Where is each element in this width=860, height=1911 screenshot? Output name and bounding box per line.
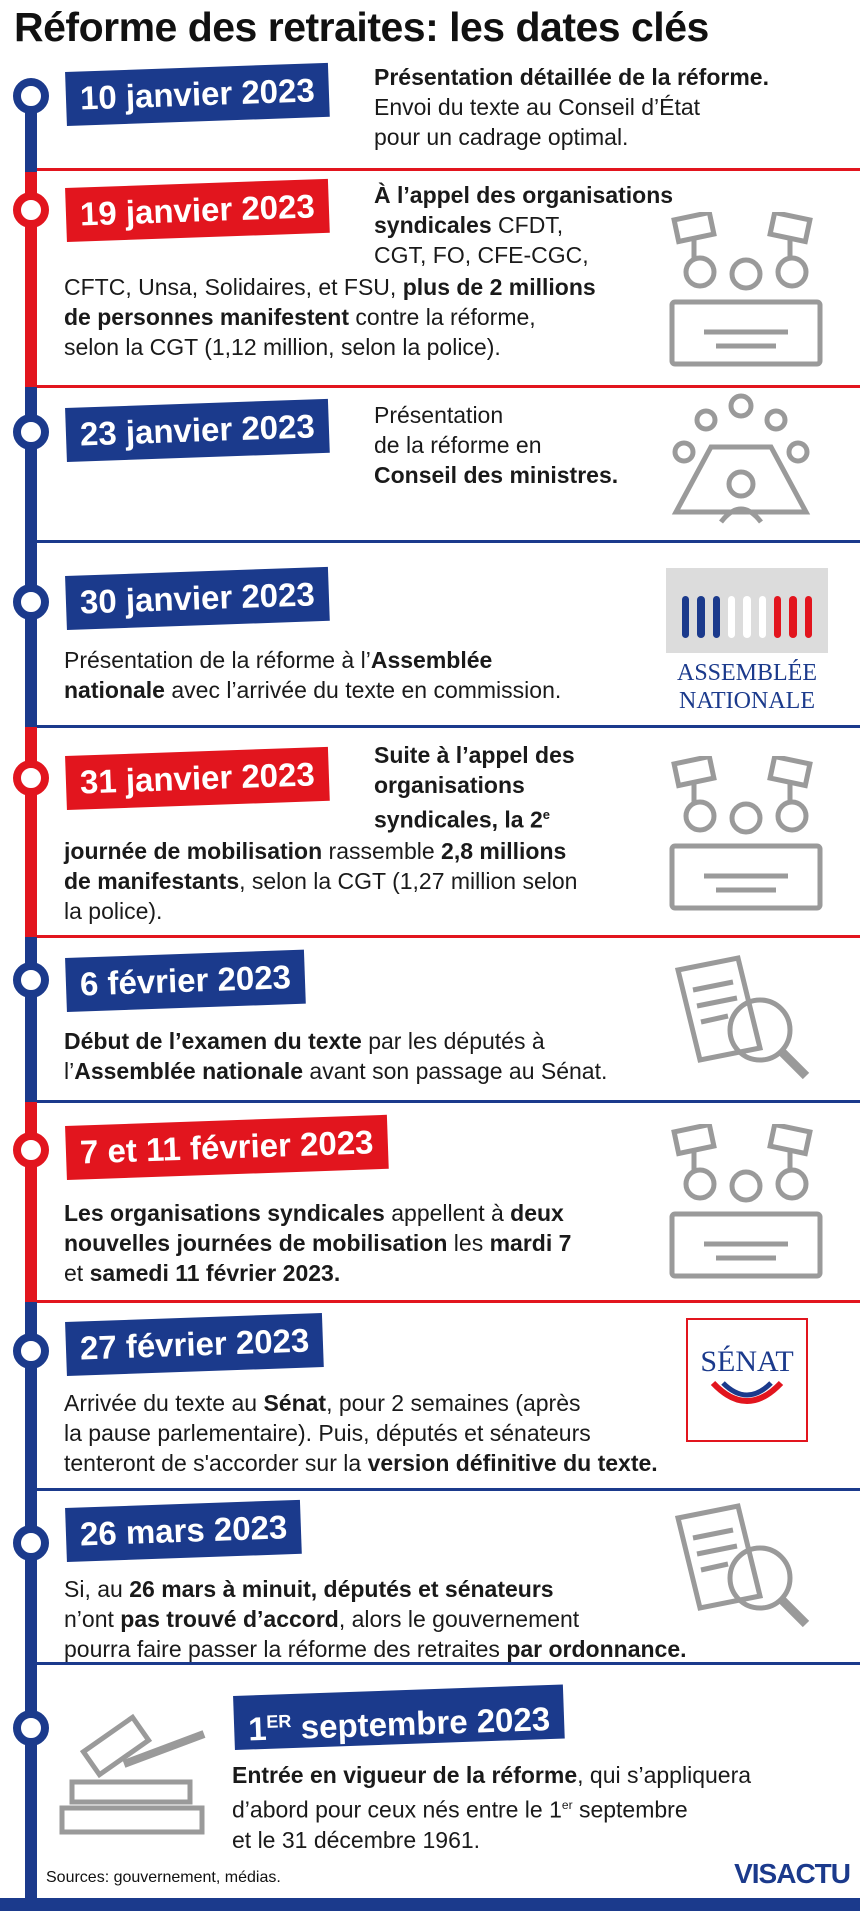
assemblee-building-icon xyxy=(666,568,828,653)
gavel-icon xyxy=(56,1712,222,1844)
timeline-dot xyxy=(13,1525,49,1561)
document-search-icon xyxy=(668,1498,818,1638)
event-description: Arrivée du texte au Sénat, pour 2 semaines (après la pause parlementaire). Puis, députés et sénateurs tenteront de s'accorder sur la version définitive du texte. xyxy=(64,1390,658,1476)
event-description: Suite à l’appel des organisations syndicales, la 2e xyxy=(374,742,575,833)
separator xyxy=(37,935,860,938)
event-description: Présentation détaillée de la réforme. Envoi du texte au Conseil d’État pour un cadrage optimal. xyxy=(374,64,769,150)
event-date: 10 janvier 2023 xyxy=(65,63,330,126)
event-description: Si, au 26 mars à minuit, députés et sénateurs n’ont pas trouvé d’accord, alors le gouvernement pourra faire passer la réforme des retraites par ordonnance. xyxy=(64,1576,687,1662)
separator xyxy=(37,1300,860,1303)
event-description: Présentation de la réforme à l’Assemblée nationale avec l’arrivée du texte en commission. xyxy=(64,647,562,703)
separator xyxy=(37,725,860,728)
timeline-dot xyxy=(13,78,49,114)
event-date: 7 et 11 février 2023 xyxy=(65,1115,388,1180)
assemblee-nationale-logo: ASSEMBLÉE NATIONALE xyxy=(666,568,828,716)
event-description: À l’appel des organisations syndicales CFDT, CGT, FO, CFE-CGC, xyxy=(374,182,674,268)
timeline-dot xyxy=(13,414,49,450)
protest-icon xyxy=(664,756,830,918)
event-date: 26 mars 2023 xyxy=(65,1500,302,1562)
timeline-rail-blue xyxy=(25,1302,37,1902)
event-date: 27 février 2023 xyxy=(65,1313,324,1376)
event-description: CFTC, Unsa, Solidaires, et FSU, plus de 2 millions de personnes manifestent contre la réforme, selon la CGT (1,12 million, selon la police). xyxy=(64,274,596,360)
separator xyxy=(37,1488,860,1491)
page-title: Réforme des retraites: les dates clés xyxy=(14,4,709,50)
event-description: Les organisations syndicales appellent à deux nouvelles journées de mobilisation les mardi 7 et samedi 11 février 2023. xyxy=(64,1200,572,1286)
event-date: 19 janvier 2023 xyxy=(65,179,330,242)
timeline-dot xyxy=(13,1132,49,1168)
visactu-logo: VISACTU xyxy=(734,1858,850,1889)
document-search-icon xyxy=(668,950,818,1090)
event-date: 1ER septembre 2023 xyxy=(233,1684,565,1749)
timeline-dot xyxy=(13,760,49,796)
event-date: 31 janvier 2023 xyxy=(65,747,330,810)
timeline-dot xyxy=(13,962,49,998)
separator xyxy=(37,385,860,388)
protest-icon xyxy=(664,212,830,374)
senat-arc-icon xyxy=(707,1379,787,1415)
timeline-dot xyxy=(13,584,49,620)
bottom-bar xyxy=(0,1898,860,1911)
council-meeting-icon xyxy=(666,392,816,532)
event-date: 6 février 2023 xyxy=(65,950,306,1012)
separator xyxy=(37,540,860,543)
event-description: Présentation de la réforme en Conseil des ministres. xyxy=(374,402,619,488)
timeline-dot xyxy=(13,1333,49,1369)
separator xyxy=(37,1100,860,1103)
timeline-rail-red xyxy=(25,727,37,937)
protest-icon xyxy=(664,1124,830,1286)
event-description: Entrée en vigueur de la réforme, qui s’appliquera d’abord pour ceux nés entre le 1er septembre et le 31 décembre 1961. xyxy=(232,1762,752,1853)
event-date: 23 janvier 2023 xyxy=(65,399,330,462)
timeline-dot xyxy=(13,192,49,228)
event-description: Début de l’examen du texte par les députés à l’Assemblée nationale avant son passage au Sénat. xyxy=(64,1028,608,1084)
event-description: journée de mobilisation rassemble 2,8 millions de manifestants, selon la CGT (1,27 million selon la police). xyxy=(64,838,578,924)
sources: Sources: gouvernement, médias. xyxy=(46,1869,281,1886)
timeline-dot xyxy=(13,1710,49,1746)
event-date: 30 janvier 2023 xyxy=(65,567,330,630)
senat-logo: SÉNAT xyxy=(686,1318,808,1442)
separator xyxy=(37,168,860,171)
